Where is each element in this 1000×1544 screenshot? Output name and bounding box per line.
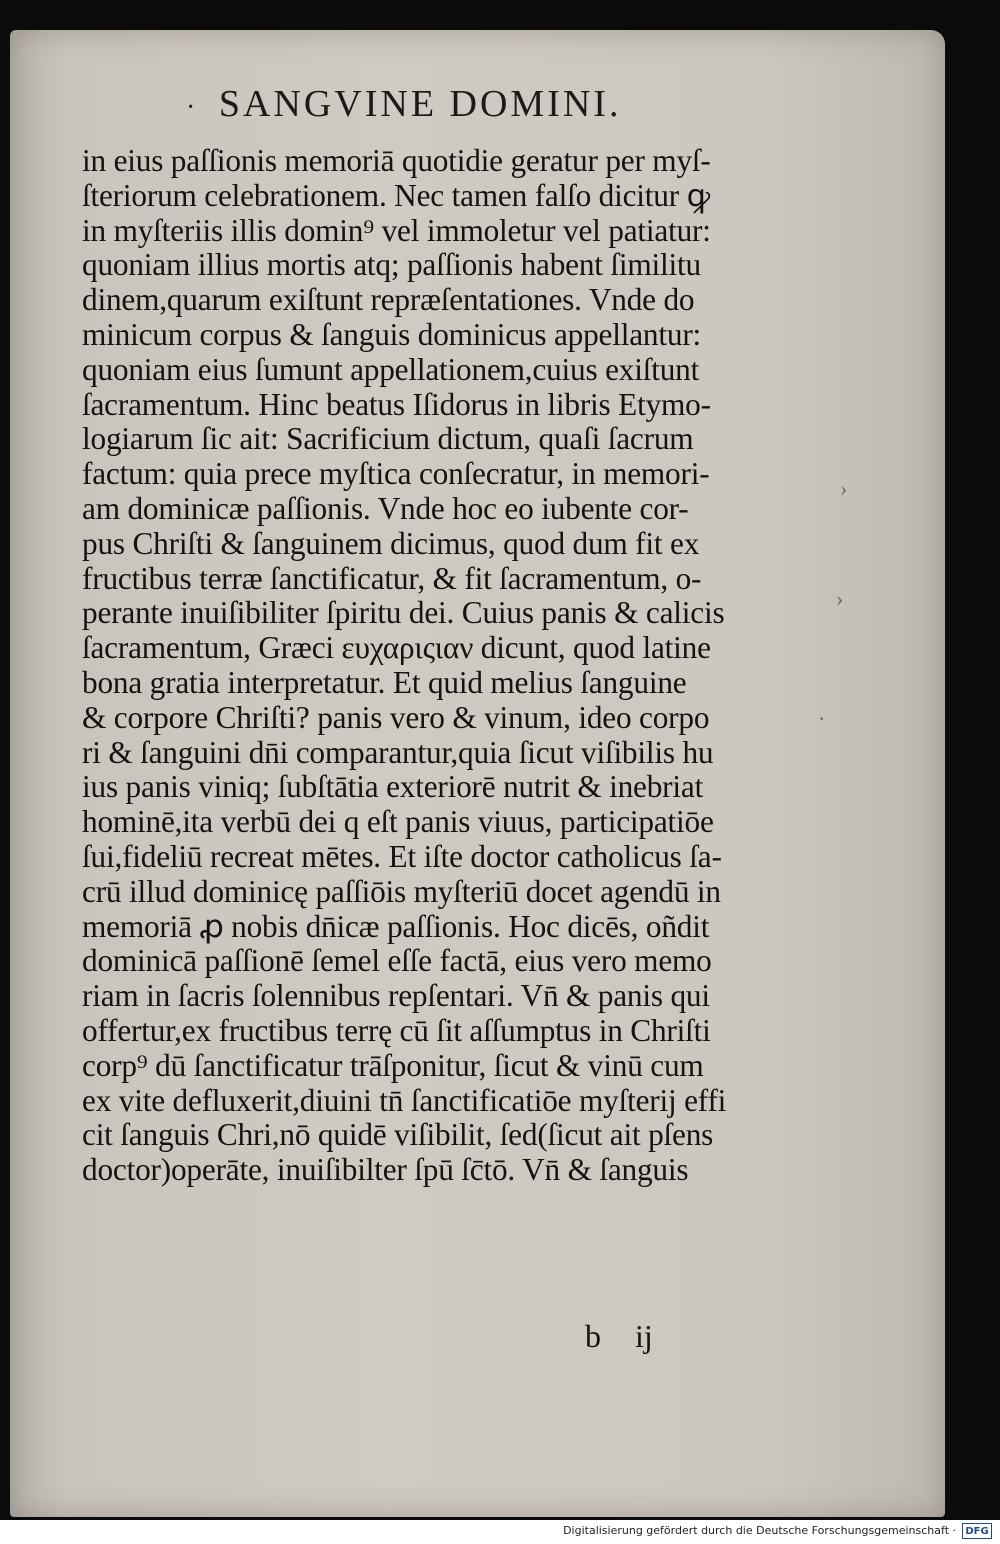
text-line: quoniam illius mortis atq; paſſionis habent ſimilitu — [82, 247, 701, 283]
text-line: ius panis viniq; ſubſtātia exteriorē nutrit & inebriat — [82, 769, 704, 805]
text-line: pus Chriſti & ſanguinem dicimus, quod dum fit ex — [82, 525, 700, 561]
running-header — [178, 82, 738, 130]
signature-mark: b ij — [585, 1318, 653, 1354]
text-line: riam in ſacris ſolennibus repſentari. Vn̄ & panis qui — [82, 978, 710, 1014]
text-line: crū illud dominicę paſſiōis myſteriū docet agendū in — [82, 873, 721, 909]
body-text — [82, 144, 822, 1188]
text-line: in eius paſſionis memoriā quotidie geratur per myſ- — [82, 143, 711, 178]
text-line: ſacramentum. Hinc beatus Iſidorus in libris Etymo- — [82, 386, 711, 422]
text-line: ri & ſanguini dn̄i comparantur,quia ſicut viſibilis hu — [82, 734, 714, 770]
text-line: offertur,ex fructibus terrę cū ſit aſſumptus in Chriſti — [82, 1012, 711, 1048]
running-header-text: SANGVINE DOMINI. — [218, 83, 622, 125]
text-line: cit ſanguis Chri,nō quidē viſibilit, ſed(ſicut ait pſens — [82, 1117, 714, 1153]
text-line: ſui,fideliū recreat mētes. Et iſte doctor catholicus ſa- — [82, 838, 722, 874]
text-line: quoniam eius ſumunt appellationem,cuius exiſtunt — [82, 351, 700, 387]
text-line: am dominicæ paſſionis. Vnde hoc eo iubente cor- — [82, 490, 689, 526]
dfg-logo: DFG — [962, 1523, 992, 1539]
text-line: dinem,quarum exiſtunt repræſentationes. Vnde do — [82, 282, 695, 318]
text-line: dominicā paſſionē ſemel eſſe factā, eius vero memo — [82, 943, 712, 979]
text-line: minicum corpus & ſanguis dominicus appellantur: — [82, 316, 702, 352]
text-line: & corpore Chriſti? panis vero & vinum, ideo corpo — [82, 699, 710, 735]
text-line: bona gratia interpretatur. Et quid melius ſanguine — [82, 664, 687, 700]
text-line: in myſteriis illis domin⁹ vel immoletur vel patiatur: — [82, 212, 711, 248]
text-line: ſteriorum celebrationem. Nec tamen falſo dicitur ꝙ — [82, 177, 710, 213]
text-line: perante inuiſibiliter ſpiritu dei. Cuius panis & calicis — [82, 595, 725, 631]
text-line: hominē,ita verbū dei q eſt panis viuus, participatiōe — [82, 804, 714, 840]
text-line: ex vite defluxerit,diuini tn̄ ſanctificatiōe myſterij effi — [82, 1082, 727, 1118]
margin-mark: · — [818, 706, 826, 731]
margin-mark: › — [836, 586, 844, 611]
text-line: factum: quia prece myſtica conſecratur, in memori- — [82, 456, 710, 492]
text-line: logiarum ſic ait: Sacrificium dictum, quaſi ſacrum — [82, 421, 694, 457]
margin-mark: › — [840, 476, 848, 501]
header-ornament: · — [186, 92, 199, 123]
text-line: memoriā ꝓ nobis dn̄icæ paſſionis. Hoc dicēs, oñdit — [82, 908, 710, 944]
text-line: ſacramentum, Græci ευχαριςιαν dicunt, quod latine — [82, 630, 711, 666]
funding-credit: Digitalisierung gefördert durch die Deutsche Forschungsgemeinschaft · — [563, 1524, 956, 1537]
text-line: corp⁹ dū ſanctificatur trāſponitur, ſicut & vinū cum — [82, 1047, 704, 1083]
text-line: doctor)operāte, inuiſibilter ſpū ſc̄tō. Vn̄ & ſanguis — [82, 1152, 689, 1188]
text-line: fructibus terræ ſanctificatur, & fit ſacramentum, o- — [82, 560, 702, 596]
